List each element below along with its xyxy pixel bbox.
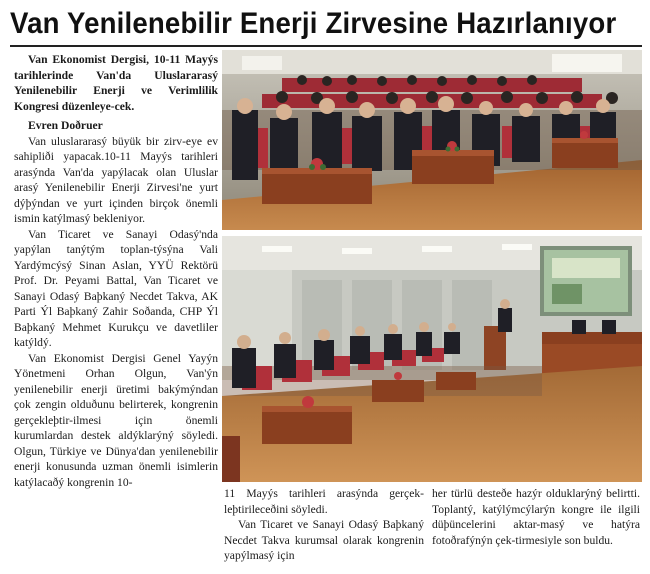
left-column <box>14 52 218 490</box>
conference-hall-wide-photo <box>222 236 642 482</box>
right-column <box>432 486 640 548</box>
lead-paragraph: Van Ekonomist Dergisi, 10-11 Mayýs tarihlerinde Van'da Uluslararasý Yenilenebilir Enerji ve Verimlilik Kongresi düzenleye-cek. <box>14 53 218 113</box>
body-paragraph: Van Ticaret ve Sanayi Odasý'nda yapýlan tanýtým toplan-týsýna Vali Yardýmcýsý Sinan Aslan, YYÜ Rektörü Prof. Dr. Peyami Battal, Van Ticaret ve Sanayi Odasý Baþkaný Necdet Takva, AK Parti Ýl Baþkaný Zahir Soðanda, CHP Ýl Baþkaný Mehmet Kurukçu ve davetliler katýldý. <box>14 227 218 349</box>
headline-rule <box>10 45 642 47</box>
headline: Van Yenilenebilir Enerji Zirvesine Hazırlanıyor <box>10 7 617 40</box>
body-paragraph: 11 Mayýs tarihleri arasýnda gerçek-leþtirileceðini söyledi. <box>224 487 424 516</box>
conference-audience-photo <box>222 50 642 230</box>
middle-column <box>224 486 424 564</box>
body-paragraph: Van Ekonomist Dergisi Genel Yayýn Yönetmeni Orhan Olgun, Van'ýn yenilenebilir enerji üretimi bakýmýndan çok zengin olduðunu belirterek, kongrenin gerçekleþtir-ilmesi için önemli kurumlardan destek aldýklarýný söyledi. Olgun, Türkiye ve Dünya'dan yenilenebilir enerji konusunda uzman önemli isimlerin katýlacaðý kongrenin 10- <box>14 351 218 489</box>
body-paragraph: Van Ticaret ve Sanayi Odasý Baþkaný Necdet Takva kurumsal olarak kongrenin yapýlmasý için <box>224 518 424 562</box>
byline: Evren Doðruer <box>28 119 103 132</box>
body-paragraph: her türlü desteðe hazýr olduklarýný belirtti. Toplantý, katýlýmcýlarýn kongre ile ilgili düþüncelerini aktar-masý ve hatýra fotoðrafýnýn çek-tirmesiyle son buldu. <box>432 487 640 547</box>
body-paragraph: Van uluslararasý büyük bir zirv-eye ev sahipliði yapacak.10-11 Mayýs tarihleri arasýnda Van'da yapýlacak olan Uluslar arasý Yenilenebilir Enerji Zirvesi'ne yurt dýþýndan ve yurt içinden birçok önemli ismin katýlmasý bekleniyor. <box>14 134 218 225</box>
